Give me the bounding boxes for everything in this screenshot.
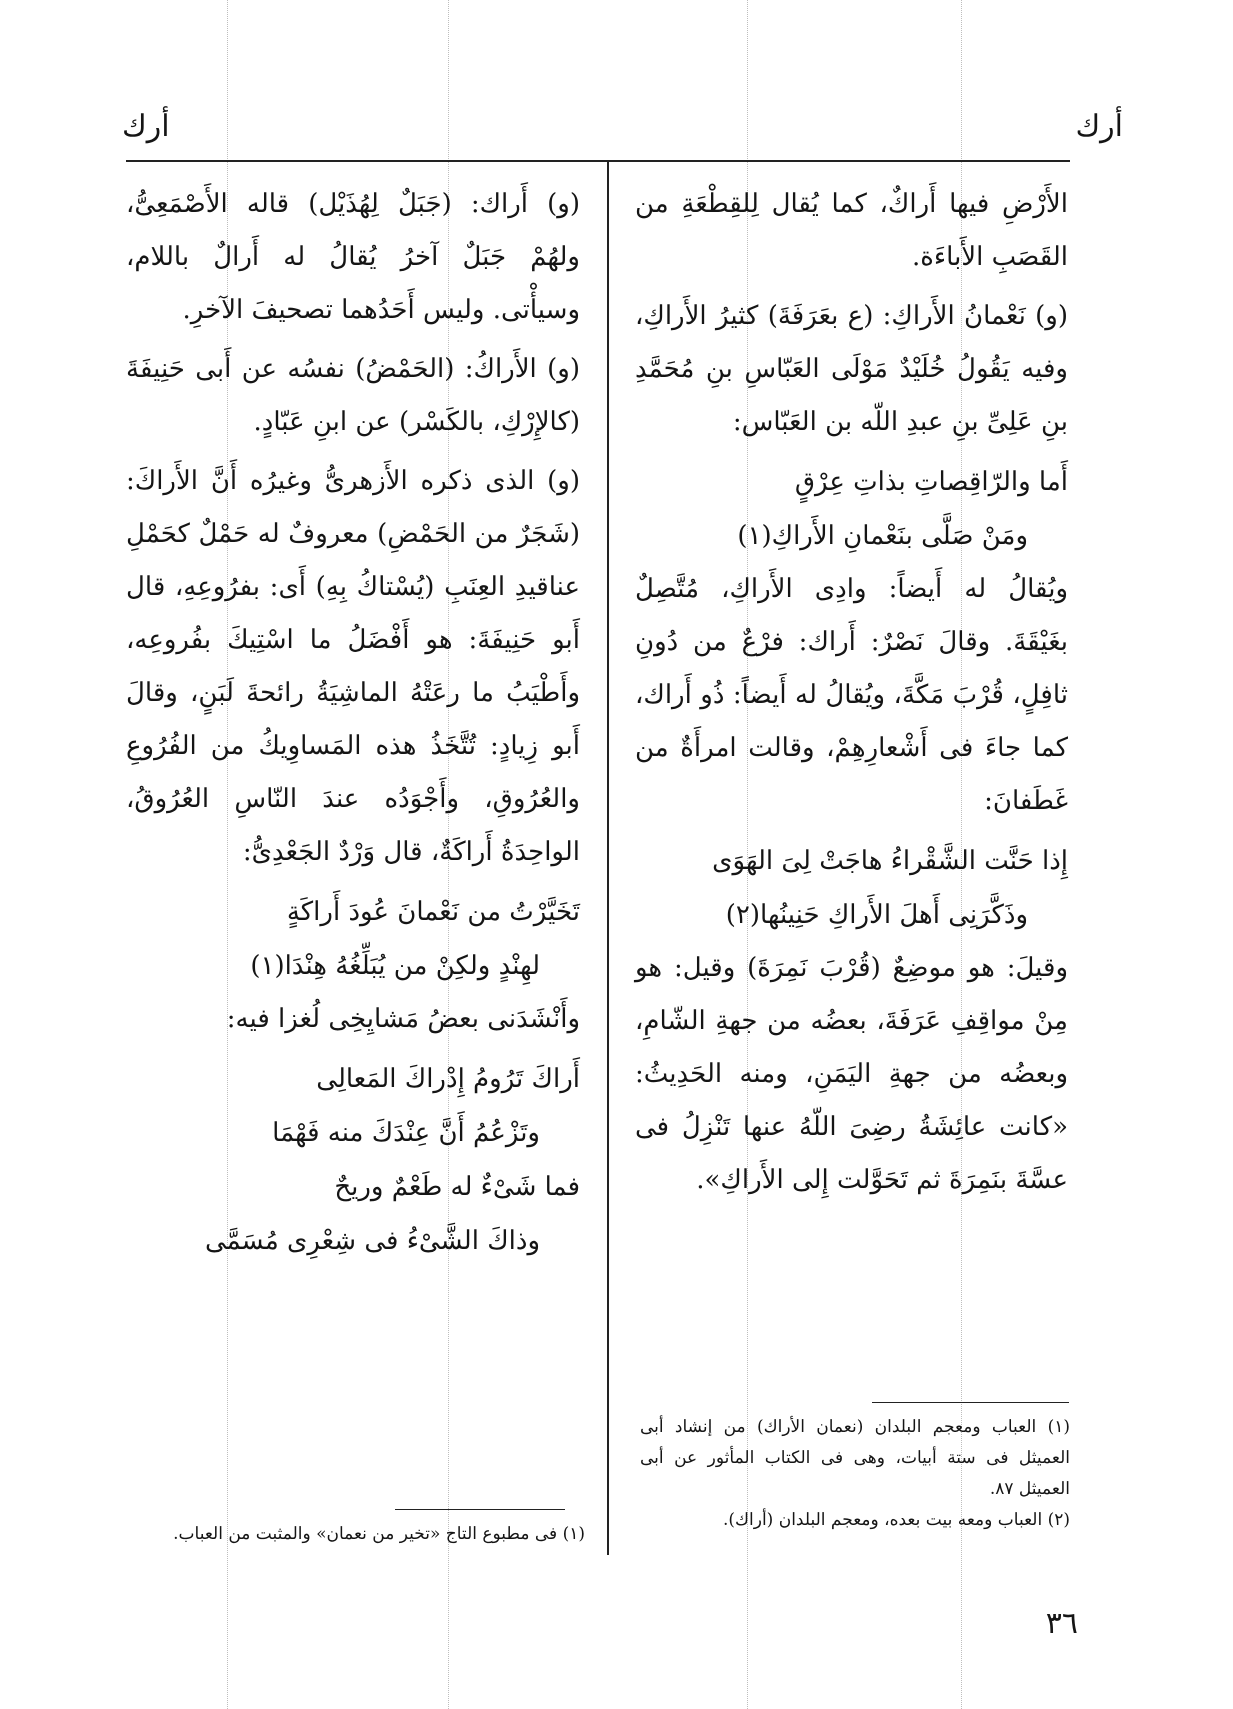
verse-line: إِذا حَنَّت الشَّقْراءُ هاجَتْ لِىَ الهَوَى	[712, 846, 1068, 876]
running-head-left: أرك	[122, 109, 170, 144]
page-number: ٣٦	[1045, 1606, 1078, 1641]
paragraph: (و) الذى ذكره الأَزهرىُّ وغيرُه أَنَّ الأَراكَ: (شَجَرٌ من الحَمْضِ) معروفٌ له حَمْلٌ كحَمْلِ عناقيدِ العِنَبِ (يُسْتاكُ بِهِ) أَى: بفرُوعِهِ، قال أَبو حَنِيفَةَ: هو أَفْضَلُ ما اسْتِيكَ بفُروعِه، وأَطْيَبُ ما رعَتْهُ الماشِيَةُ رائحةَ لَبَنٍ، وقالَ أَبو زِيادٍ: تُتَّخَذُ هذه المَساوِيكُ من الفُرُوعِ والعُرُوقِ، وأَجْوَدُه عندَ النّاسِ العُرُوقُ، الواحِدَةُ أَراكَةٌ، قال وَرْدٌ الجَعْدِىُّ:	[126, 466, 580, 867]
footnote: (٢) العباب ومعه بيت بعده، ومعجم البلدان (أراك).	[722, 1510, 1070, 1530]
verse-line: لهِنْدٍ ولكِنْ من يُبَلِّغُهُ هِنْدَا(١)	[250, 951, 540, 981]
verse-line: وذاكَ الشَّىْءُ فى شِعْرِى مُسَمَّى	[204, 1226, 540, 1256]
verse-line: وذَكَّرَنِى أَهلَ الأَراكِ حَنِينُها(٢)	[725, 900, 1028, 930]
verse-line: أَراكَ تَرُومُ إِدْراكَ المَعالِى	[316, 1064, 580, 1094]
paragraph: الأَرْضِ فيها أَراكٌ، كما يُقال لِلقِطْعَةِ من القَصَبِ الأَباءَة.	[635, 189, 1068, 272]
left-footnotes	[130, 1519, 585, 1550]
footnote: (١) فى مطبوع التاج «تخير من نعمان» والمثبت من العباب.	[173, 1524, 585, 1544]
paragraph: (و) الأَراكُ: (الحَمْضُ) نفسُه عن أَبى حَنِيفَةَ (كالإِرْكِ، بالكَسْر) عن ابنِ عَبّادٍ.	[126, 354, 580, 437]
right-column	[635, 178, 1068, 1213]
verse-line: فما شَىْءٌ له طَعْمٌ وريحٌ	[334, 1172, 580, 1202]
right-footnotes	[640, 1412, 1070, 1536]
footnote-rule	[872, 1402, 1069, 1403]
column-divider	[607, 160, 609, 1555]
running-head-right: أرك	[1075, 109, 1123, 144]
verse-line: وتَزْعُمُ أَنَّ عِنْدَكَ منه فَهْمَا	[272, 1118, 540, 1148]
verse-line: ومَنْ صَلَّى بنَعْمانِ الأَراكِ(١)	[737, 521, 1028, 551]
footnote-rule	[395, 1509, 565, 1510]
paragraph: وقيلَ: هو موضِعٌ (قُرْبَ نَمِرَةَ) وقيل: هو مِنْ مواقِفِ عَرَفَةَ، بعضُه من جهةِ الشّامِ، وبعضُه من جهةِ اليَمَنِ، ومنه الحَدِيثُ: «كانت عائِشَةُ رضِىَ اللّهُ عنها تَنْزِلُ فى عسَّةَ بنَمِرَةَ ثم تَحَوَّلت إِلى الأَراكِ».	[635, 953, 1068, 1195]
footnote: (١) العباب ومعجم البلدان (نعمان الأراك) من إنشاد أبى العميثل فى ستة أبيات، وهى فى الكتاب المأثور عن أبى العميثل ٨٧.	[640, 1417, 1070, 1499]
left-column	[126, 178, 580, 1268]
verse-line: تَخَيَّرْتُ من نَعْمانَ عُودَ أَراكَةٍ	[286, 897, 580, 927]
paragraph: ويُقالُ له أَيضاً: وادِى الأَراكِ، مُتَّصِلٌ بغَيْقَةَ. وقالَ نَصْرٌ: أَراك: فرْعٌ من دُونِ ثافِلٍ، قُرْبَ مَكَّةَ، ويُقالُ له أَيضاً: ذُو أَراك، كما جاءَ فى أَشْعارِهِمْ، وقالت امرأَةٌ من غَطَفانَ:	[635, 574, 1068, 816]
header-rule	[126, 160, 1070, 162]
paragraph: (و) نَعْمانُ الأَراكِ: (ع بعَرَفَةَ) كثيرُ الأَراكِ، وفيه يَقُولُ خُلَيْدٌ مَوْلَى العَبّاسِ بنِ مُحَمَّدِ بنِ عَلِىِّ بنِ عبدِ اللّه بن العَبّاس:	[635, 301, 1068, 437]
paragraph: (و) أَراك: (جَبَلٌ لِهُذَيْل) قاله الأَصْمَعِىُّ، ولهُمْ جَبَلٌ آخرُ يُقالُ له أَرالٌ باللام، وسيأْتى. وليس أَحَدُهما تصحيفَ الآخرِ.	[126, 189, 580, 325]
paragraph: وأَنْشَدَنى بعضُ مَشايِخِى لُغزا فيه:	[226, 1004, 580, 1034]
verse-line: أَما والرّاقِصاتِ بذاتِ عِرْقٍ	[794, 467, 1068, 497]
